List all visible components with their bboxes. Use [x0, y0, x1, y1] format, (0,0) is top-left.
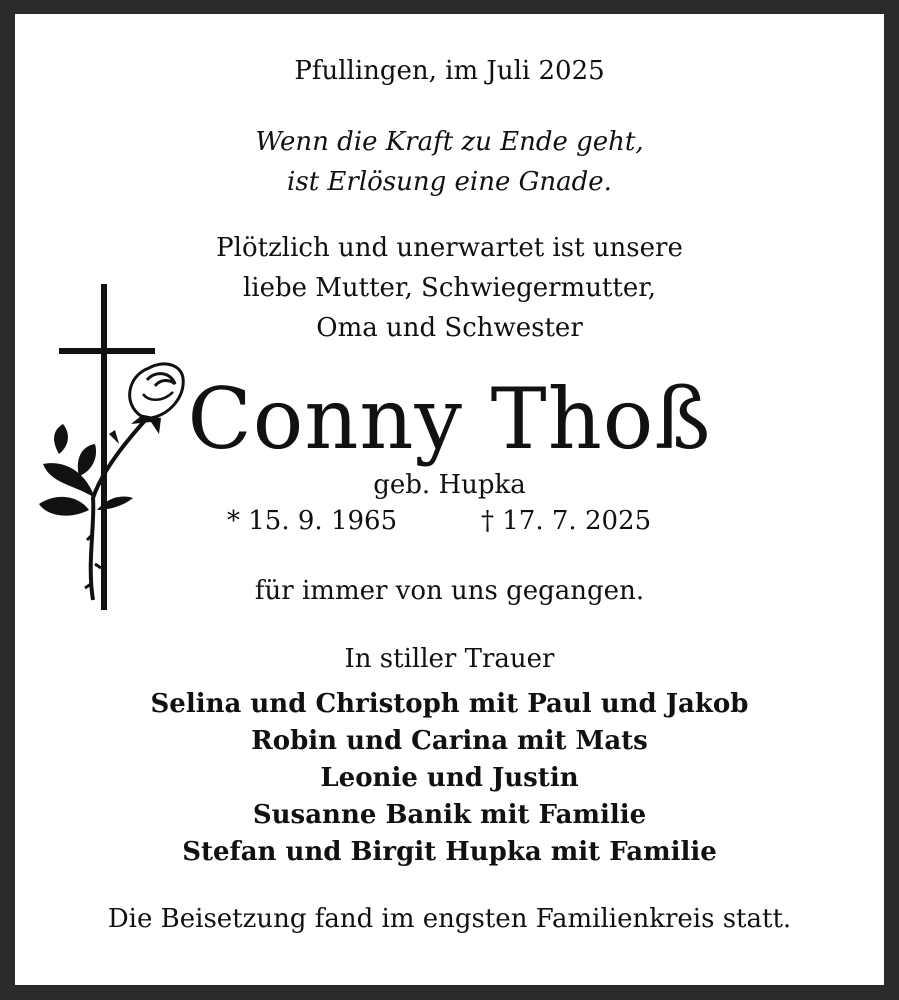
quote-line: Wenn die Kraft zu Ende geht,: [255, 127, 644, 157]
mourner-entry: Robin und Carina mit Mats: [251, 726, 648, 756]
mourner-entry: Stefan und Birgit Hupka mit Familie: [182, 837, 717, 867]
deceased-name: Conny Thoß: [187, 370, 712, 468]
mourner-entry: Leonie und Justin: [320, 763, 579, 793]
birth-date: * 15. 9. 1965: [227, 506, 398, 536]
death-date: † 17. 7. 2025: [481, 506, 652, 536]
place-date: Pfullingen, im Juli 2025: [294, 56, 605, 86]
mourning-line: In stiller Trauer: [344, 644, 555, 674]
intro-line: Oma und Schwester: [316, 313, 583, 343]
passed-line: für immer von uns gegangen.: [254, 576, 645, 606]
burial-note: Die Beisetzung fand im engsten Familienkreis statt.: [107, 904, 792, 934]
maiden-name: geb. Hupka: [373, 470, 526, 500]
mourner-entry: Susanne Banik mit Familie: [252, 800, 647, 830]
mourner-entry: Selina und Christoph mit Paul und Jakob: [150, 689, 749, 719]
quote: [15, 122, 884, 202]
obituary-notice: [15, 14, 884, 985]
mourners-list: [15, 686, 884, 871]
intro-line: liebe Mutter, Schwiegermutter,: [242, 273, 657, 303]
quote-line: ist Erlösung eine Gnade.: [287, 167, 612, 197]
intro-line: Plötzlich und unerwartet ist unsere: [216, 233, 683, 263]
